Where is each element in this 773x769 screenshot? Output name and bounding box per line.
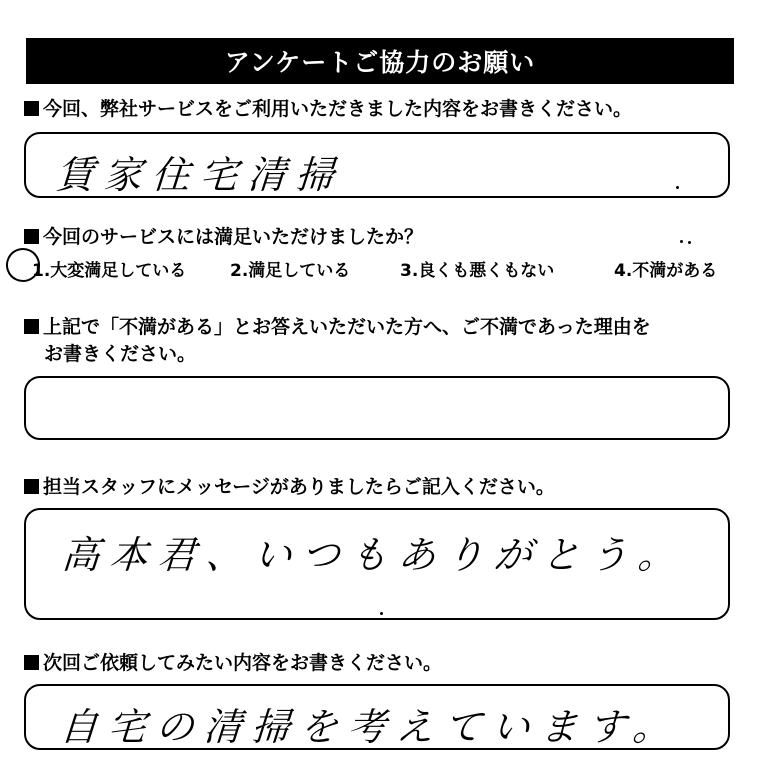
- scan-speck: [688, 241, 691, 244]
- answer-5-handwriting: 自宅の清掃を考えています。: [58, 705, 683, 749]
- option-3-label: 3.良くも悪くもない: [400, 261, 555, 281]
- option-2-label: 2.満足している: [230, 261, 351, 281]
- question-4-label: 担当スタッフにメッセージがありましたらご記入ください。: [43, 476, 555, 498]
- scan-speck: [680, 240, 683, 243]
- question-2: [24, 224, 423, 251]
- question-1: [24, 96, 632, 123]
- bullet-square-icon: [24, 229, 39, 244]
- bullet-square-icon: [24, 101, 39, 116]
- question-3-label-line2: お書きください。: [44, 343, 197, 365]
- bullet-square-icon: [24, 319, 39, 334]
- option-2[interactable]: [230, 256, 350, 281]
- answer-4-handwriting: 高本君、いつもありがとう。: [60, 533, 688, 577]
- option-1-label: 1.大変満足している: [32, 261, 187, 281]
- bullet-square-icon: [24, 479, 39, 494]
- question-3: [24, 314, 651, 368]
- answer-box-4[interactable]: [24, 508, 730, 620]
- answer-box-1[interactable]: [24, 132, 730, 198]
- question-1-label: 今回、弊社サービスをご利用いただきました内容をお書きください。: [43, 98, 633, 120]
- question-4: [24, 474, 555, 501]
- option-4-label: 4.不満がある: [614, 261, 718, 281]
- question-2-label: 今回のサービスには満足いただけましたか？: [43, 226, 424, 248]
- option-4[interactable]: [614, 256, 717, 281]
- option-1[interactable]: [32, 256, 186, 281]
- answer-box-5[interactable]: [24, 684, 730, 750]
- scan-speck: [676, 186, 679, 189]
- scan-speck: [380, 612, 383, 615]
- question-5-label: 次回ご依頼してみたい内容をお書きください。: [43, 652, 443, 674]
- survey-title-banner: [26, 38, 734, 84]
- bullet-square-icon: [24, 655, 39, 670]
- answer-1-handwriting: 賃家住宅清掃: [54, 153, 346, 197]
- option-3[interactable]: [400, 256, 554, 281]
- answer-box-3[interactable]: [24, 376, 730, 440]
- question-5: [24, 650, 442, 677]
- question-3-label-line1: 上記で「不満がある」とお答えいただいた方へ、ご不満であった理由を: [43, 316, 651, 338]
- survey-title: アンケートご協力のお願い: [224, 48, 536, 77]
